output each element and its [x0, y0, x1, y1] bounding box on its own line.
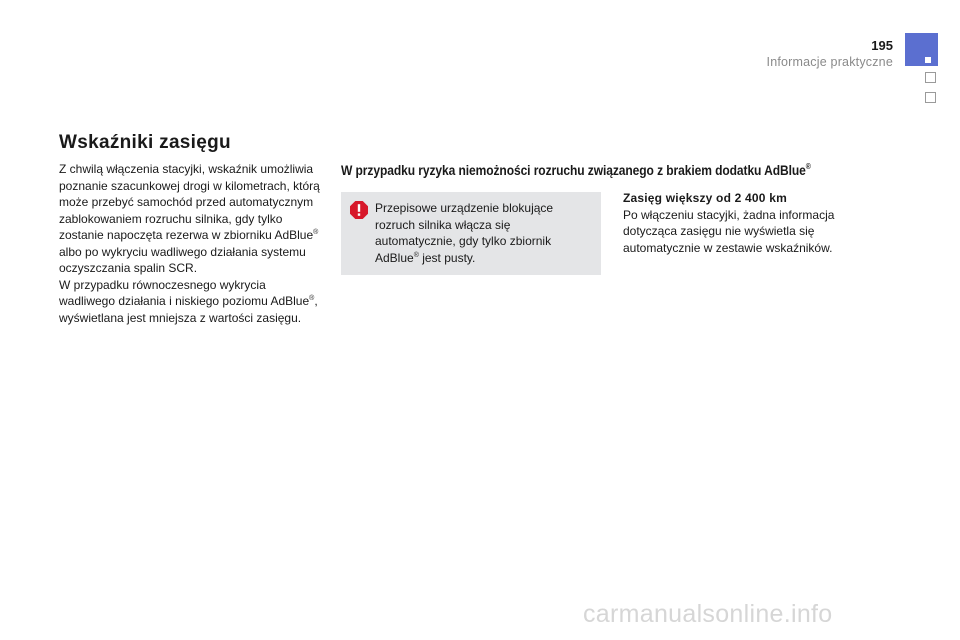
text-span: W przypadku równoczesnego wykrycia wadliwego działania i niskiego poziomu AdBlue	[59, 277, 310, 308]
registered-mark: ®	[805, 162, 811, 171]
subsection-title-text: W przypadku ryzyka niemożności rozruchu związanego z brakiem dodatku AdBlue	[341, 162, 806, 178]
paragraph	[59, 161, 324, 277]
range-text: Po włączeniu stacyjki, żadna informacja dotycząca zasięgu nie wyświetla się automatycznie w zestawie wskaźników.	[623, 207, 835, 255]
registered-mark: ®	[413, 251, 419, 259]
chapter-tab-marker	[925, 57, 931, 63]
range-title: Zasięg większy od 2 400 km	[623, 191, 787, 205]
text-span: albo po wykryciu wadliwego działania systemu oczyszczania spalin SCR.	[59, 244, 306, 275]
text-span: Z chwilą włączenia stacyjki, wskaźnik umożliwia poznanie szacunkowej drogi w kilometrach, którą może przebyć samochód przed automatycznym zablokowaniem rozruchu silnika, gdy tylko zostanie napoczęta rezerwa w zbiorniku AdBlue	[59, 162, 320, 242]
subsection-title	[341, 162, 811, 178]
section-title: Wskaźniki zasięgu	[59, 132, 231, 153]
range-info	[623, 190, 863, 256]
warning-exclamation-icon	[350, 201, 368, 219]
watermark: carmanualsonline.info	[583, 600, 833, 628]
warning-box	[341, 192, 601, 275]
chapter-title: Informacje praktyczne	[766, 55, 893, 69]
text-span: jest pusty.	[418, 250, 476, 265]
chapter-tab-square[interactable]	[925, 92, 936, 103]
warning-text	[375, 200, 585, 266]
text-span: Przepisowe urządzenie blokujące rozruch silnika włącza się automatycznie, gdy tylko zbiornik AdBlue	[375, 201, 554, 265]
chapter-tab-square[interactable]	[925, 72, 936, 83]
chapter-tab[interactable]	[905, 33, 938, 66]
registered-mark: ®	[309, 295, 315, 302]
section-description	[59, 161, 324, 326]
paragraph	[59, 277, 324, 327]
registered-mark: ®	[313, 229, 319, 236]
text-span: , wyświetlana jest mniejsza z wartości zasięgu.	[59, 294, 318, 325]
page-number: 195	[871, 38, 893, 53]
